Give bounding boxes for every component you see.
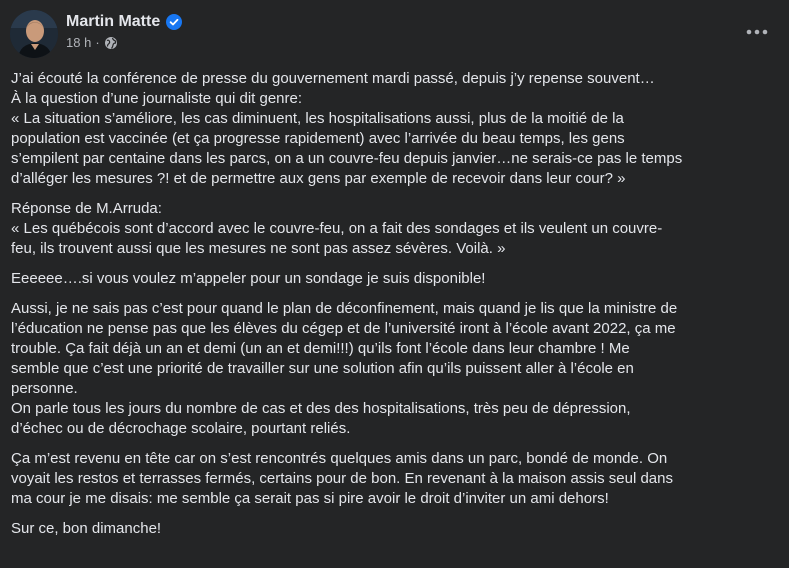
paragraph: [11, 69, 779, 189]
text-line: On parle tous les jours du nombre de cas et des des hospitalisations, très peu de dépression,: [11, 400, 631, 417]
avatar-image: [10, 10, 58, 58]
text-line: Sur ce, bon dimanche!: [11, 520, 162, 537]
author-name[interactable]: Martin Matte: [66, 13, 161, 30]
post-timestamp[interactable]: 18 h: [66, 35, 92, 50]
author-avatar[interactable]: [10, 10, 58, 58]
text-line: population est vaccinée (et ça progresse rapidement) avec l’arrivée du beau temps, les gens: [11, 130, 625, 147]
text-line: d’échec ou de décrochage scolaire, pourtant reliés.: [11, 420, 351, 437]
text-line: Réponse de M.Arruda:: [11, 200, 162, 217]
paragraph: [11, 519, 779, 539]
text-line: voyait les restos et terrasses fermés, certains pour de bon. En revenant à la maison assis seul dans: [11, 470, 673, 487]
verified-badge-icon: [166, 14, 182, 30]
paragraph: [11, 299, 779, 439]
post-body: [11, 69, 779, 549]
text-line: « La situation s’améliore, les cas diminuent, les hospitalisations aussi, plus de la moitié de la: [11, 110, 624, 127]
paragraph: [11, 199, 779, 259]
post-header: [10, 10, 779, 60]
text-line: trouble. Ça fait déjà un an et demi (un an et demi!!!) qu’ils font l’école dans leur chambre ! Me: [11, 340, 630, 357]
text-line: d’alléger les mesures ?! et de permettre aux gens par exemple de recevoir dans leur cour? »: [11, 170, 626, 187]
paragraph: [11, 449, 779, 509]
more-options-button[interactable]: [737, 14, 777, 50]
text-line: J’ai écouté la conférence de presse du gouvernement mardi passé, depuis j’y repense souvent…: [11, 70, 655, 87]
author-row: [66, 12, 182, 32]
meta-separator: ·: [95, 35, 100, 50]
text-line: semble que c’est une priorité de travailler sur une solution afin qu’ils puissent aller à l’école en: [11, 360, 634, 377]
text-line: Ça m’est revenu en tête car on s’est rencontrés quelques amis dans un parc, bondé de monde. On: [11, 450, 668, 467]
globe-icon[interactable]: [104, 36, 118, 50]
text-line: feu, ils trouvent aussi que les mesures ne sont pas assez sévères. Voilà. »: [11, 240, 506, 257]
text-line: Aussi, je ne sais pas c’est pour quand le plan de déconfinement, mais quand je lis que la ministre de: [11, 300, 678, 317]
more-options-icon: [745, 28, 769, 36]
post-meta: [66, 35, 118, 50]
text-line: À la question d’une journaliste qui dit genre:: [11, 90, 303, 107]
text-line: l’éducation ne pense pas que les élèves du cégep et de l’université iront à l’école avant 2022, ça me: [11, 320, 676, 337]
text-line: personne.: [11, 380, 78, 397]
paragraph: [11, 269, 779, 289]
text-line: s’empilent par centaine dans les parcs, on a un couvre-feu depuis janvier…ne serais-ce pas le temps: [11, 150, 683, 167]
text-line: « Les québécois sont d’accord avec le couvre-feu, on a fait des sondages et ils veulent un couvre-: [11, 220, 663, 237]
text-line: ma cour je me disais: me semble ça serait pas si pire avoir le droit d’inviter un ami dehors!: [11, 490, 609, 507]
text-line: Eeeeee….si vous voulez m’appeler pour un sondage je suis disponible!: [11, 270, 486, 287]
